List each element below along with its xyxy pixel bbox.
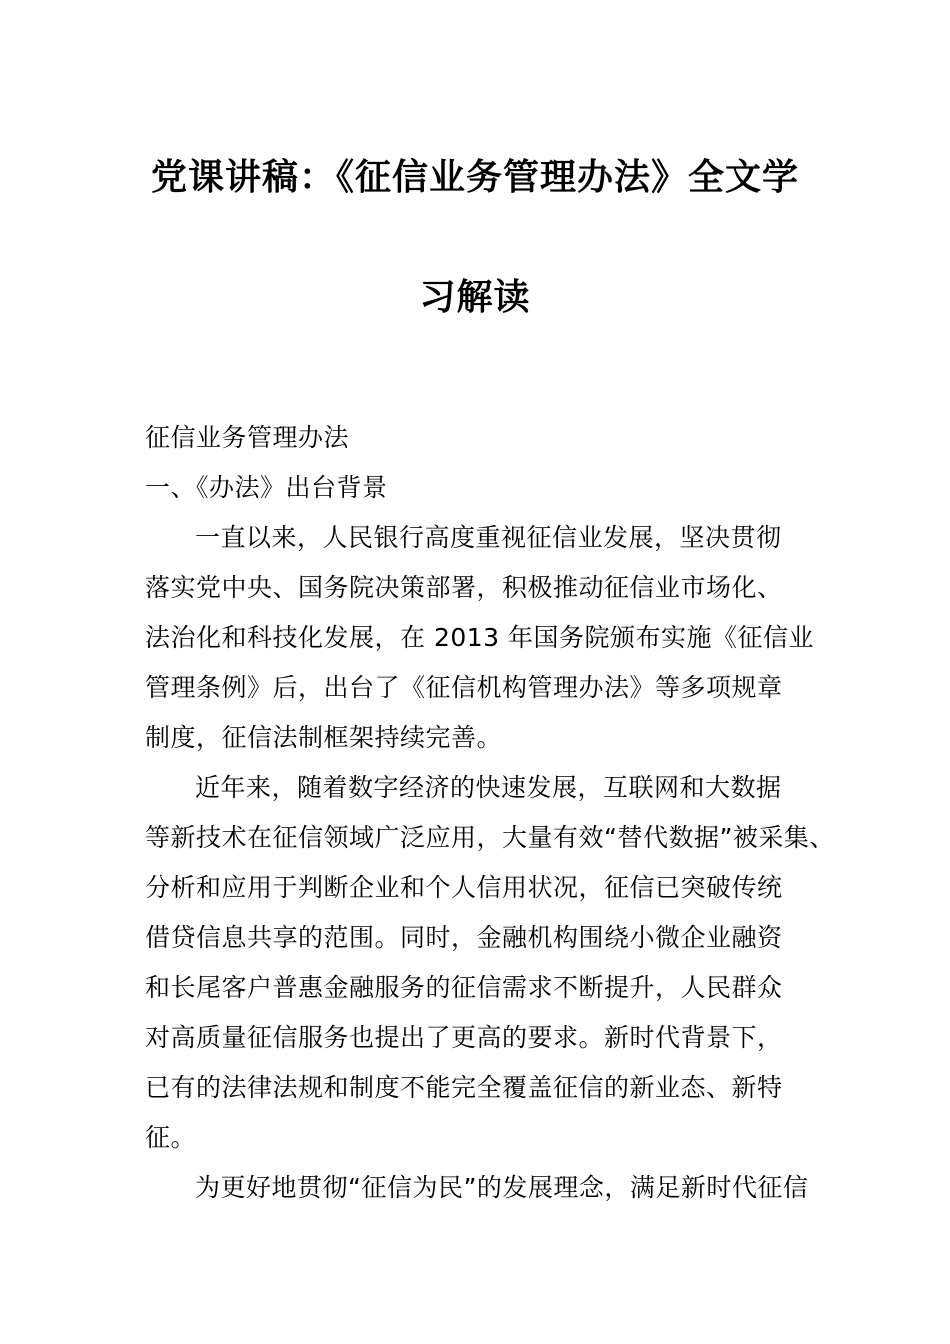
paragraph-line: 借贷信息共享的范围。同时，金融机构围绕小微企业融资 <box>145 923 783 952</box>
document-body <box>145 413 835 1213</box>
document-title-line-2: 习解读 <box>419 277 531 318</box>
paragraph-line: 落实党中央、国务院决策部署，积极推动征信业市场化、 <box>145 573 783 602</box>
paragraph-line: 为更好地贯彻“征信为民”的发展理念，满足新时代征信 <box>195 1173 809 1202</box>
paragraph-line: 对高质量征信服务也提出了更高的要求。新时代背景下， <box>145 1023 783 1052</box>
paragraph-line: 已有的法律法规和制度不能完全覆盖征信的新业态、新特 <box>145 1073 783 1102</box>
paragraph-line: 法治化和科技化发展，在 2013 年国务院颁布实施《征信业 <box>145 623 815 652</box>
paragraph-line: 制度，征信法制框架持续完善。 <box>145 723 503 752</box>
paragraph-3 <box>145 1163 820 1213</box>
paragraph-line: 等新技术在征信领域广泛应用，大量有效“替代数据”被采集、 <box>145 823 835 852</box>
paragraph-line: 管理条例》后，出台了《征信机构管理办法》等多项规章 <box>145 673 783 702</box>
paragraph-1 <box>145 513 820 763</box>
paragraph-line: 征。 <box>145 1123 197 1152</box>
document-title-line-1: 党课讲稿：《征信业务管理办法》全文学 <box>150 157 799 198</box>
paragraph-line: 一直以来，人民银行高度重视征信业发展，坚决贯彻 <box>195 523 782 552</box>
section-heading: 一、《办法》出台背景 <box>145 473 388 502</box>
paragraph-2 <box>145 763 835 1163</box>
document-name-heading: 征信业务管理办法 <box>145 423 350 452</box>
paragraph-line: 分析和应用于判断企业和个人信用状况，征信已突破传统 <box>145 873 783 902</box>
paragraph-line: 和长尾客户普惠金融服务的征信需求不断提升，人民群众 <box>145 973 783 1002</box>
paragraph-line: 近年来，随着数字经济的快速发展，互联网和大数据 <box>195 773 782 802</box>
